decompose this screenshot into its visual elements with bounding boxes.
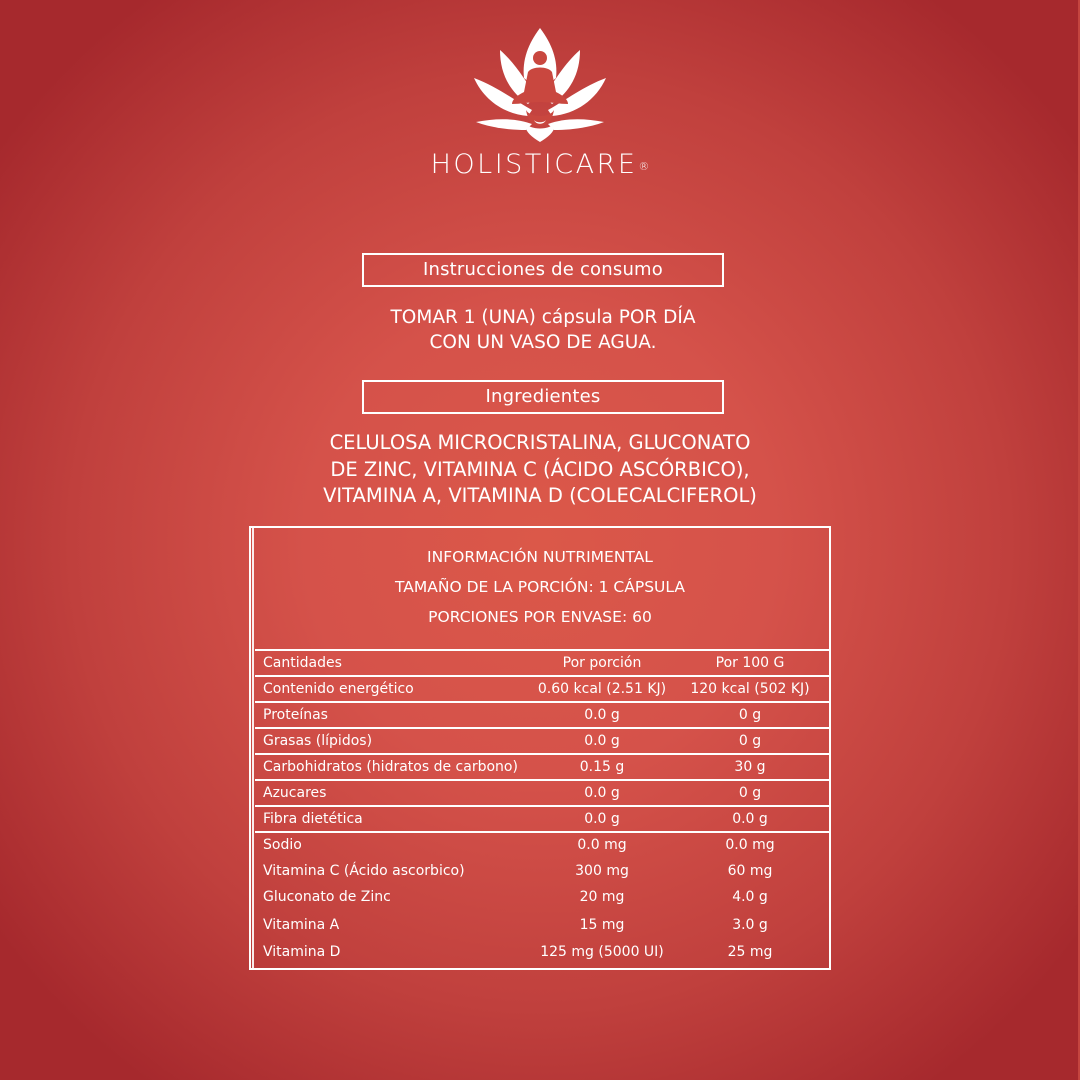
ingredients-line: DE ZINC, VITAMINA C (ÁCIDO ASCÓRBICO), [330,457,750,481]
instructions-text [3,305,1080,355]
column-header-quantities: Cantidades [263,655,342,671]
nutrition-rows [255,649,829,965]
per-serving-value: 125 mg (5000 UI) [540,944,664,960]
nutrition-title: INFORMACIÓN NUTRIMENTAL [427,548,653,566]
per-100g-value: 120 kcal (502 KJ) [690,681,810,697]
table-header-row [255,649,829,675]
per-serving-value: 0.60 kcal (2.51 KJ) [537,681,667,697]
nutrient-name: Carbohidratos (hidratos de carbono) [263,759,518,775]
nutrient-name: Grasas (lípidos) [263,733,373,749]
nutrient-name: Vitamina A [263,917,340,933]
per-serving-value: 0.15 g [579,759,625,775]
per-100g-value: 0 g [738,707,762,723]
per-serving-value: 0.0 g [584,733,620,749]
per-100g-value: 0 g [738,733,762,749]
serving-size: TAMAÑO DE LA PORCIÓN: 1 CÁPSULA [395,578,685,596]
column-header-per-100g: Por 100 G [715,655,785,671]
nutrient-name: Contenido energético [263,681,414,697]
nutrient-name: Gluconato de Zinc [263,889,391,905]
per-100g-value: 25 mg [727,944,773,960]
column-header-per-serving: Por porción [562,655,642,671]
nutrition-header [251,528,829,649]
per-100g-value: 0.0 g [732,811,768,827]
nutrition-table [249,526,831,970]
per-serving-value: 0.0 g [584,707,620,723]
registered-mark: ® [638,160,650,173]
table-row [255,779,829,805]
table-row [255,909,829,937]
per-serving-value: 0.0 g [584,785,620,801]
per-100g-value: 30 g [734,759,766,775]
per-100g-value: 4.0 g [732,889,768,905]
table-row [255,701,829,727]
per-serving-value: 0.0 g [584,811,620,827]
per-100g-value: 0.0 mg [725,837,775,853]
nutrient-name: Sodio [263,837,302,853]
table-row [255,831,829,857]
nutrient-name: Vitamina C (Ácido ascorbico) [263,863,465,879]
brand-name-text: HOLISTICARE [430,149,638,180]
instructions-line: CON UN VASO DE AGUA. [429,332,657,353]
table-row [255,727,829,753]
instructions-line: TOMAR 1 (UNA) cápsula POR DÍA [390,307,696,328]
per-serving-value: 20 mg [579,889,625,905]
instructions-heading: Instrucciones de consumo [362,253,724,287]
nutrient-name: Vitamina D [263,944,341,960]
per-100g-value: 60 mg [727,863,773,879]
table-row [255,883,829,909]
per-serving-value: 0.0 mg [577,837,627,853]
table-row [255,857,829,883]
table-row [255,805,829,831]
nutrient-name: Proteínas [263,707,328,723]
per-serving-value: 300 mg [575,863,629,879]
table-row [255,675,829,701]
brand-name [0,148,1080,182]
ingredients-heading: Ingredientes [362,380,724,414]
ingredients-text [0,430,1080,510]
table-row [255,937,829,965]
nutrient-name: Fibra dietética [263,811,363,827]
per-100g-value: 3.0 g [732,917,768,933]
servings-per-container: PORCIONES POR ENVASE: 60 [428,608,652,626]
ingredients-line: VITAMINA A, VITAMINA D (COLECALCIFEROL) [323,484,757,507]
ingredients-line: CELULOSA MICROCRISTALINA, GLUCONATO [329,431,751,454]
per-serving-value: 15 mg [579,917,625,933]
lotus-meditation-icon [470,26,610,144]
table-row [255,753,829,779]
per-100g-value: 0 g [738,785,762,801]
nutrient-name: Azucares [263,785,327,801]
